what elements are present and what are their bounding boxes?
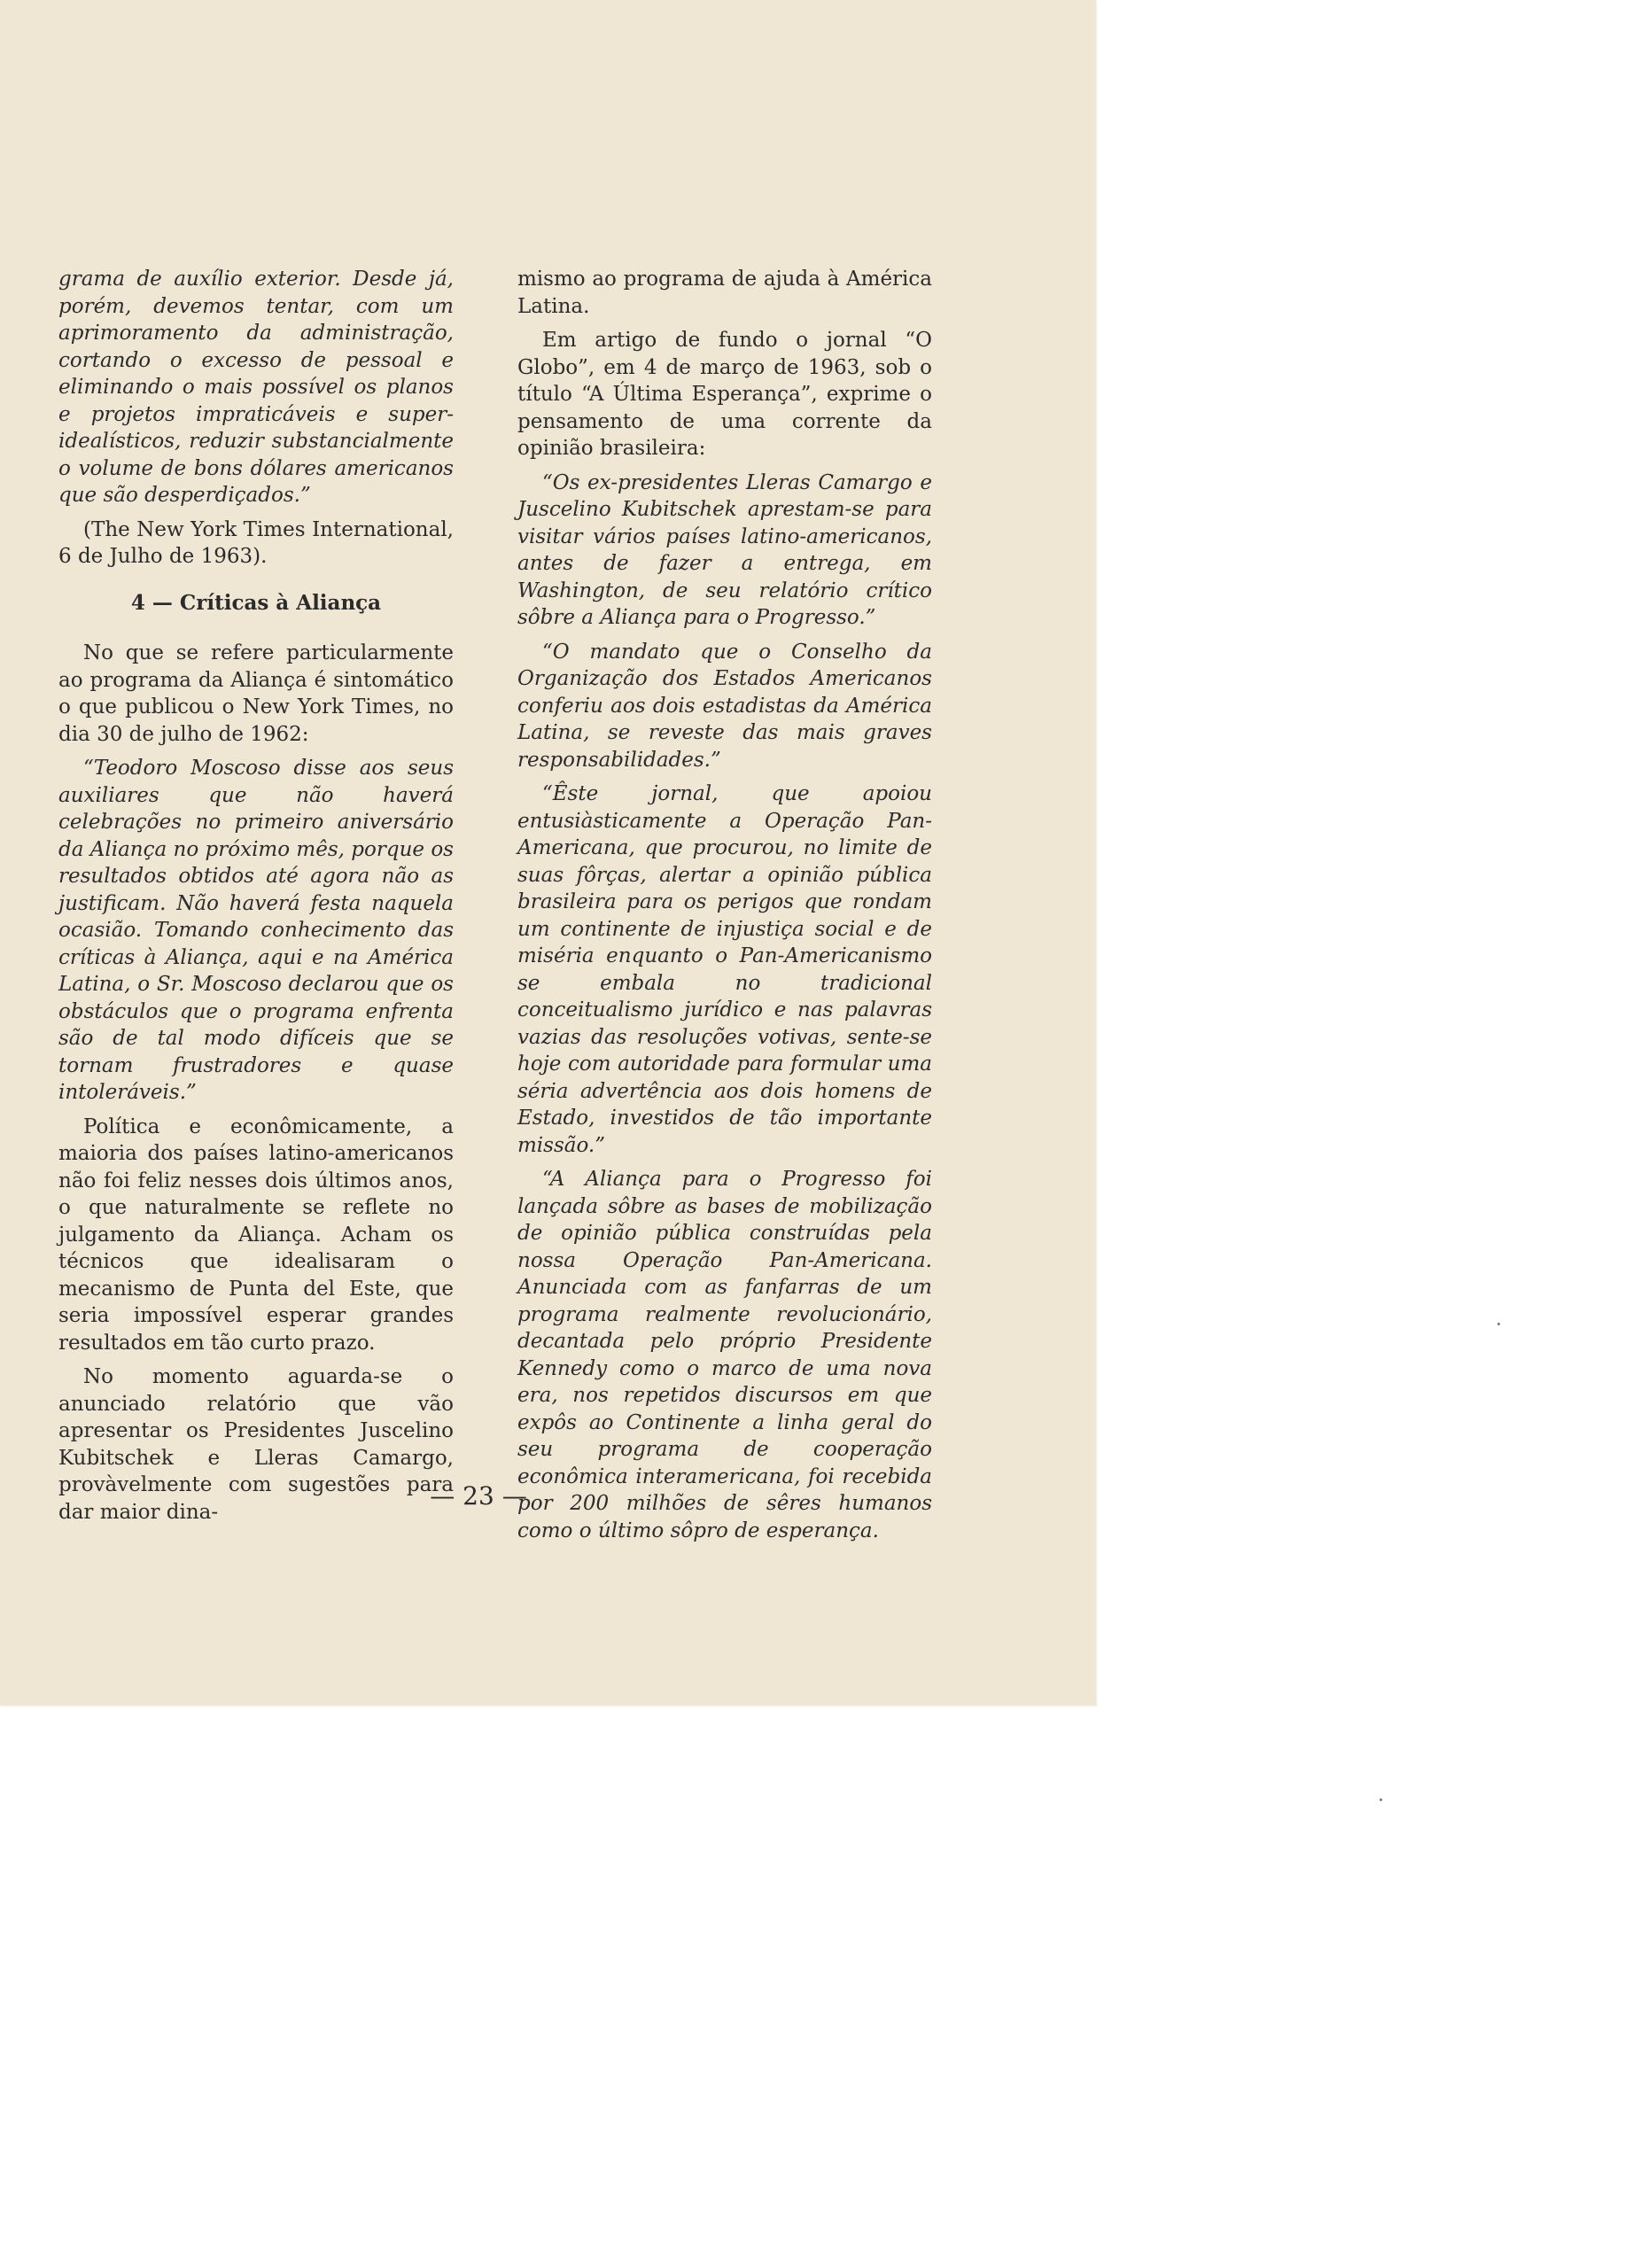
quote-paragraph: “Teodoro Moscoso disse aos seus auxiliares que não haverá celebrações no primeiro aniversário da Aliança no próximo mês, porque os resultados obtidos até agora não as justificam. Não haverá festa naquela ocasião. Tomando conhecimento das críticas à Aliança, aqui e na América Latina, o Sr. Moscoso declarou que os obstáculos que o programa enfrenta são de tal modo difíceis que se tornam frustradores e quase intoleráveis.” [58, 757, 454, 1104]
quote-paragraph: grama de auxílio exterior. Desde já, porém, devemos tentar, com um aprimoramento da administração, cortando o excesso de pessoal e eliminando o mais possível os planos e projetos impraticáveis e super-idealísticos, reduzir substancialmente o volume de bons dólares americanos que são desperdiçados.” [58, 268, 454, 507]
body-paragraph: mismo ao programa de ajuda à América Latina. [517, 268, 932, 318]
body-paragraph: Política e econômicamente, a maioria dos países latino-americanos não foi feliz nesses dois últimos anos, o que naturalmente se reflete no julgamento da Aliança. Acham os técnicos que idealisaram o mecanismo de Punta del Este, que seria impossível esperar grandes resultados em tão curto prazo. [58, 1115, 454, 1355]
scan-speck [1380, 1798, 1382, 1801]
scanned-page [0, 0, 1096, 1705]
body-paragraph: No momento aguarda-se o anunciado relatório que vão apresentar os Presidentes Juscelino Kubitschek e Lleras Camargo, provàvelmente com sugestões para dar maior dina- [58, 1365, 454, 1524]
body-paragraph: No que se refere particularmente ao programa da Aliança é sintomático o que publicou o New York Times, no dia 30 de julho de 1962: [58, 641, 454, 746]
quote-paragraph: “A Aliança para o Progresso foi lançada sôbre as bases de mobilização de opinião pública construídas pela nossa Operação Pan-Americana. Anunciada com as fanfarras de um programa realmente revolucionário, decantada pelo próprio Presidente Kennedy como o marco de uma nova era, nos repetidos discursos em que expôs ao Continente a linha geral do seu programa de cooperação econômica interamericana, foi recebida por 200 milhões de sêres humanos como o último sôpro de esperança. [517, 1168, 932, 1542]
left-text-column [58, 266, 454, 1533]
quote-paragraph: “Êste jornal, que apoiou entusiàsticamente a Operação Pan-Americana, que procurou, no limite de suas fôrças, alertar a opinião pública brasileira para os perigos que rondam um continente de injustiça social e de miséria enquanto o Pan-Americanismo se embala no tradicional conceitualismo jurídico e nas palavras vazias das resoluções votivas, sente-se hoje com autoridade para formular uma séria advertência aos dois homens de Estado, investidos de tão importante missão.” [517, 782, 932, 1157]
scan-speck [1497, 1323, 1500, 1325]
citation-paragraph: (The New York Times International, 6 de Julho de 1963). [58, 517, 454, 568]
page-number: — 23 — [430, 1481, 527, 1511]
quote-paragraph: “O mandato que o Conselho da Organização dos Estados Americanos conferiu aos dois estadistas da América Latina, se reveste das mais graves responsabilidades.” [517, 640, 932, 772]
body-paragraph: Em artigo de fundo o jornal “O Globo”, em 4 de março de 1963, sob o título “A Última Esperança”, exprime o pensamento de uma corrente da opinião brasileira: [517, 329, 932, 460]
section-heading: 4 — Críticas à Aliança [130, 590, 382, 615]
right-text-column [517, 266, 932, 1551]
quote-paragraph: “Os ex-presidentes Lleras Camargo e Juscelino Kubitschek aprestam-se para visitar vários países latino-americanos, antes de fazer a entrega, em Washington, de seu relatório crítico sôbre a Aliança para o Progresso.” [517, 470, 932, 629]
